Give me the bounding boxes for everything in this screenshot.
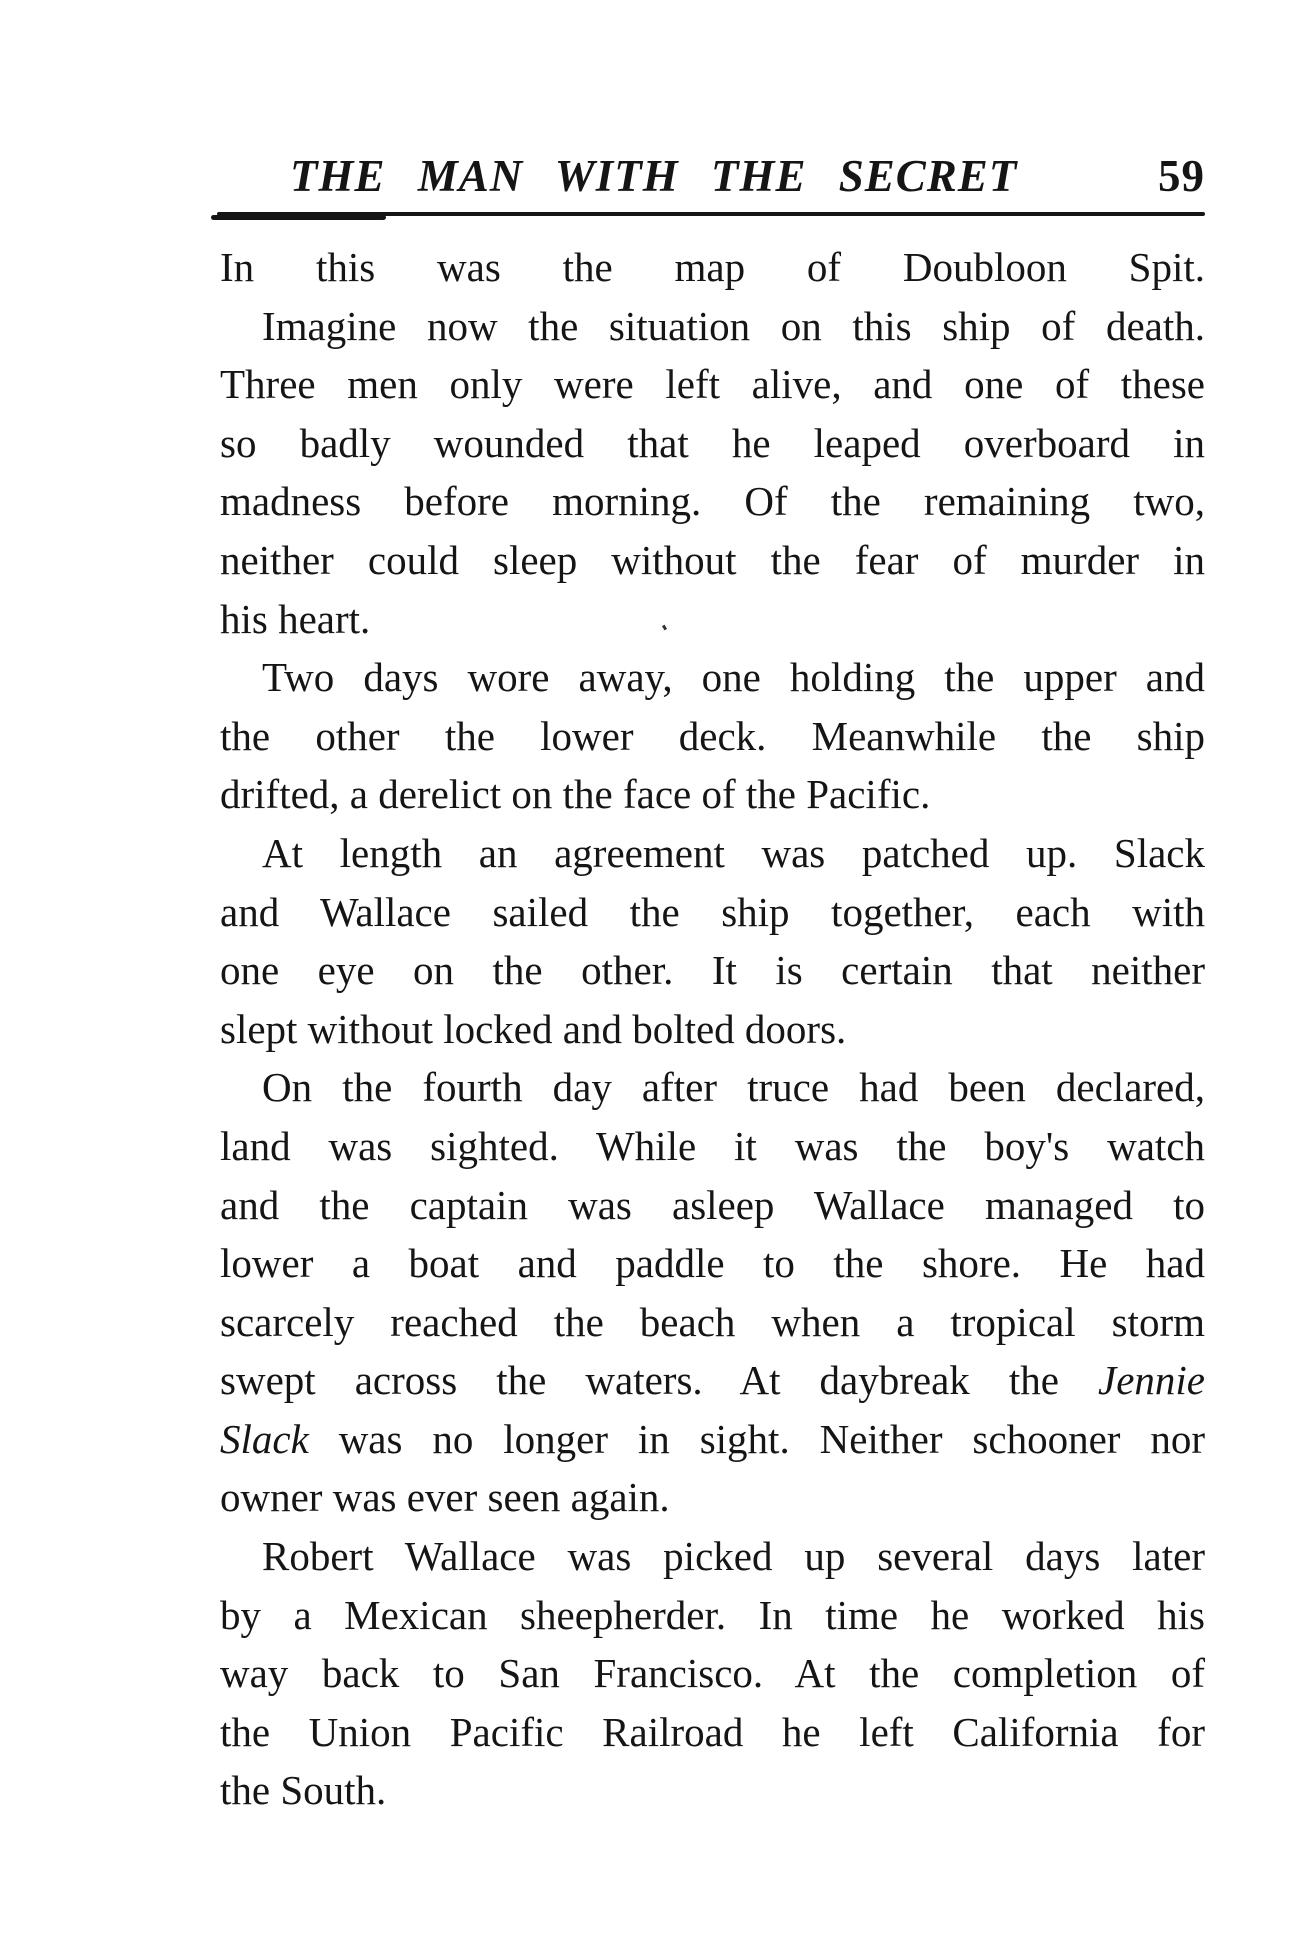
line-text: the South. xyxy=(220,1767,387,1814)
line-text: Robert Wallace was picked up several days later xyxy=(262,1533,1205,1580)
text-line xyxy=(220,1468,1205,1527)
text-line xyxy=(220,1703,1205,1762)
text-line xyxy=(220,1527,1205,1586)
text-line xyxy=(220,238,1205,297)
text-line xyxy=(220,1586,1205,1645)
text-line xyxy=(220,1234,1205,1293)
line-text: way back to San Francisco. At the completion of xyxy=(220,1650,1205,1697)
line-text: madness before morning. Of the remaining two, xyxy=(220,478,1205,525)
text-line xyxy=(220,590,1205,649)
text-line xyxy=(220,648,1205,707)
line-text: slept without locked and bolted doors. xyxy=(220,1005,847,1052)
text-line xyxy=(220,414,1205,473)
line-text: drifted, a derelict on the face of the Pacific. xyxy=(220,771,931,818)
text-line xyxy=(220,941,1205,1000)
line-text: and Wallace sailed the ship together, each with xyxy=(220,888,1205,935)
text-line xyxy=(220,472,1205,531)
text-line xyxy=(220,707,1205,766)
text-line xyxy=(220,1293,1205,1352)
text-line xyxy=(220,1176,1205,1235)
line-text: one eye on the other. It is certain that neither xyxy=(220,947,1205,994)
line-text: swept across the waters. At daybreak the xyxy=(220,1357,1099,1404)
text-line xyxy=(220,1058,1205,1117)
line-text: was no longer in sight. Neither schooner nor xyxy=(308,1415,1205,1462)
line-text: Two days wore away, one holding the upper and xyxy=(262,654,1205,701)
text-line xyxy=(220,1000,1205,1059)
line-text: lower a boat and paddle to the shore. He had xyxy=(220,1240,1205,1287)
body-text xyxy=(220,238,1205,1820)
ship-name-italic: Slack xyxy=(220,1415,309,1462)
line-text: so badly wounded that he leaped overboard in xyxy=(220,419,1205,466)
line-text: Three men only were left alive, and one of these xyxy=(220,361,1205,408)
page-number: 59 xyxy=(1158,151,1205,201)
text-line xyxy=(220,883,1205,942)
text-line xyxy=(220,824,1205,883)
line-text: At length an agreement was patched up. Slack xyxy=(262,829,1205,876)
line-text: Imagine now the situation on this ship of death. xyxy=(262,302,1205,349)
line-text: In this was the map of Doubloon Spit. xyxy=(220,244,1205,290)
ship-name-italic: Jennie xyxy=(1098,1357,1205,1404)
line-text: his heart. xyxy=(220,595,371,642)
header-rule xyxy=(217,212,1205,216)
text-line xyxy=(220,531,1205,590)
line-text: and the captain was asleep Wallace managed to xyxy=(220,1181,1205,1228)
running-head xyxy=(290,148,1205,204)
line-text: the other the lower deck. Meanwhile the ship xyxy=(220,712,1205,759)
line-text: by a Mexican sheepherder. In time he worked his xyxy=(220,1591,1205,1638)
line-text: On the fourth day after truce had been declared, xyxy=(262,1064,1205,1111)
text-line xyxy=(220,1410,1205,1469)
text-line xyxy=(220,1644,1205,1703)
text-line xyxy=(220,1761,1205,1820)
line-text: the Union Pacific Railroad he left California for xyxy=(220,1708,1205,1755)
text-line xyxy=(220,1351,1205,1410)
text-line xyxy=(220,297,1205,356)
running-title: THE MAN WITH THE SECRET xyxy=(290,151,1018,201)
line-text: scarcely reached the beach when a tropical storm xyxy=(220,1298,1205,1345)
line-text: owner was ever seen again. xyxy=(220,1474,670,1521)
text-line xyxy=(220,765,1205,824)
line-text: land was sighted. While it was the boy's watch xyxy=(220,1122,1205,1169)
text-line xyxy=(220,355,1205,414)
line-text: neither could sleep without the fear of murder in xyxy=(220,536,1205,583)
text-line xyxy=(220,1117,1205,1176)
